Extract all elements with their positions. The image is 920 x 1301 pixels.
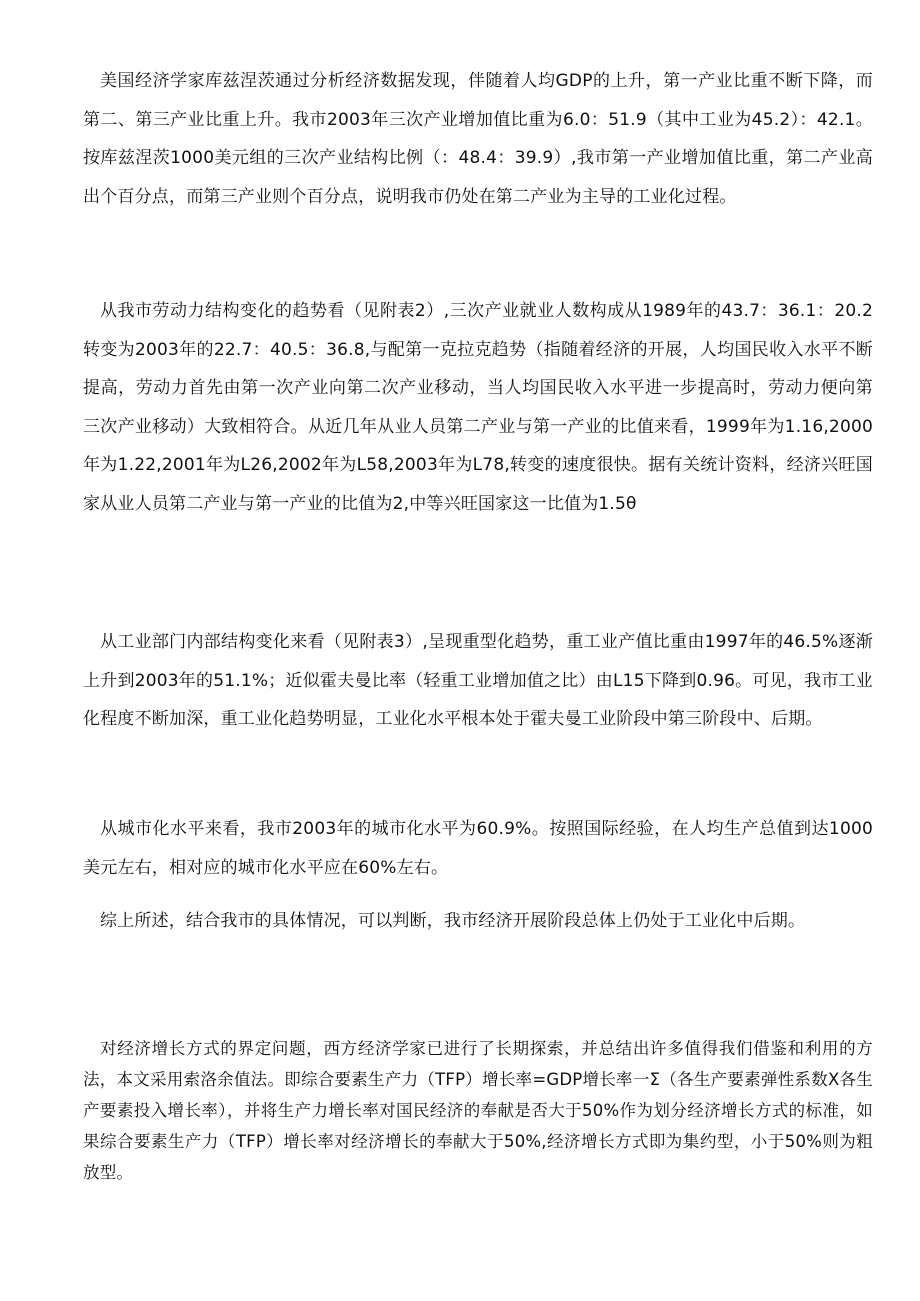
- paragraph-urbanization: 从城市化水平来看，我市2003年的城市化水平为60.9%。按照国际经验，在人均生产总值到达1000美元左右，相对应的城市化水平应在60%左右。: [83, 819, 873, 878]
- paragraph-industrial-internal-structure: 从工业部门内部结构变化来看（见附表3）,呈现重型化趋势，重工业产值比重由1997年的46.5%逐渐上升到2003年的51.1%；近似霍夫曼比率（轻重工业增加值之比）由L15下降到0.96。可见，我市工业化程度不断加深，重工业化趋势明显，工业化水平根本处于霍夫曼工业阶段中第三阶段中、后期。: [83, 632, 873, 729]
- paragraph-summary: 综上所述，结合我市的具体情况，可以判断，我市经济开展阶段总体上仍处于工业化中后期。: [100, 911, 806, 931]
- paragraph-labor-structure: 从我市劳动力结构变化的趋势看（见附表2）,三次产业就业人数构成从1989年的43.7：36.1：20.2转变为2003年的22.7：40.5：36.8,与配第一克拉克趋势（指随着经济的开展，人均国民收入水平不断提高，劳动力首先由第一次产业向第二次产业移动，当人均国民收入水平进一步提高时，劳动力便向第三次产业移动）大致相符合。从近几年从业人员第二产业与第一产业的比值来看，1999年为1.16,2000年为1.22,2001年为L26,2002年为L58,2003年为L78,转变的速度很快。据有关统计资料，经济兴旺国家从业人员第二产业与第一产业的比值为2,中等兴旺国家这一比值为1.5θ: [83, 301, 873, 514]
- paragraph-industry-structure: 美国经济学家库兹涅茨通过分析经济数据发现，伴随着人均GDP的上升，第一产业比重不断下降，而第二、第三产业比重上升。我市2003年三次产业增加值比重为6.0：51.9（其中工业为45.2）：42.1。按库兹涅茨1000美元组的三次产业结构比例（：48.4：39.9）,我市第一产业增加值比重，第二产业高出个百分点，而第三产业则个百分点，说明我市仍处在第二产业为主导的工业化过程。: [83, 71, 873, 207]
- paragraph-growth-mode: 对经济增长方式的界定问题，西方经济学家已进行了长期探索，并总结出许多值得我们借鉴和利用的方法，本文采用索洛余值法。即综合要素生产力（TFP）增长率=GDP增长率一Σ（各生产要素弹性系数X各生产要素投入增长率），并将生产力增长率对国民经济的奉献是否大于50%作为划分经济增长方式的标准，如果综合要素生产力（TFP）增长率对经济增长的奉献大于50%,经济增长方式即为集约型，小于50%则为粗放型。: [83, 1039, 873, 1182]
